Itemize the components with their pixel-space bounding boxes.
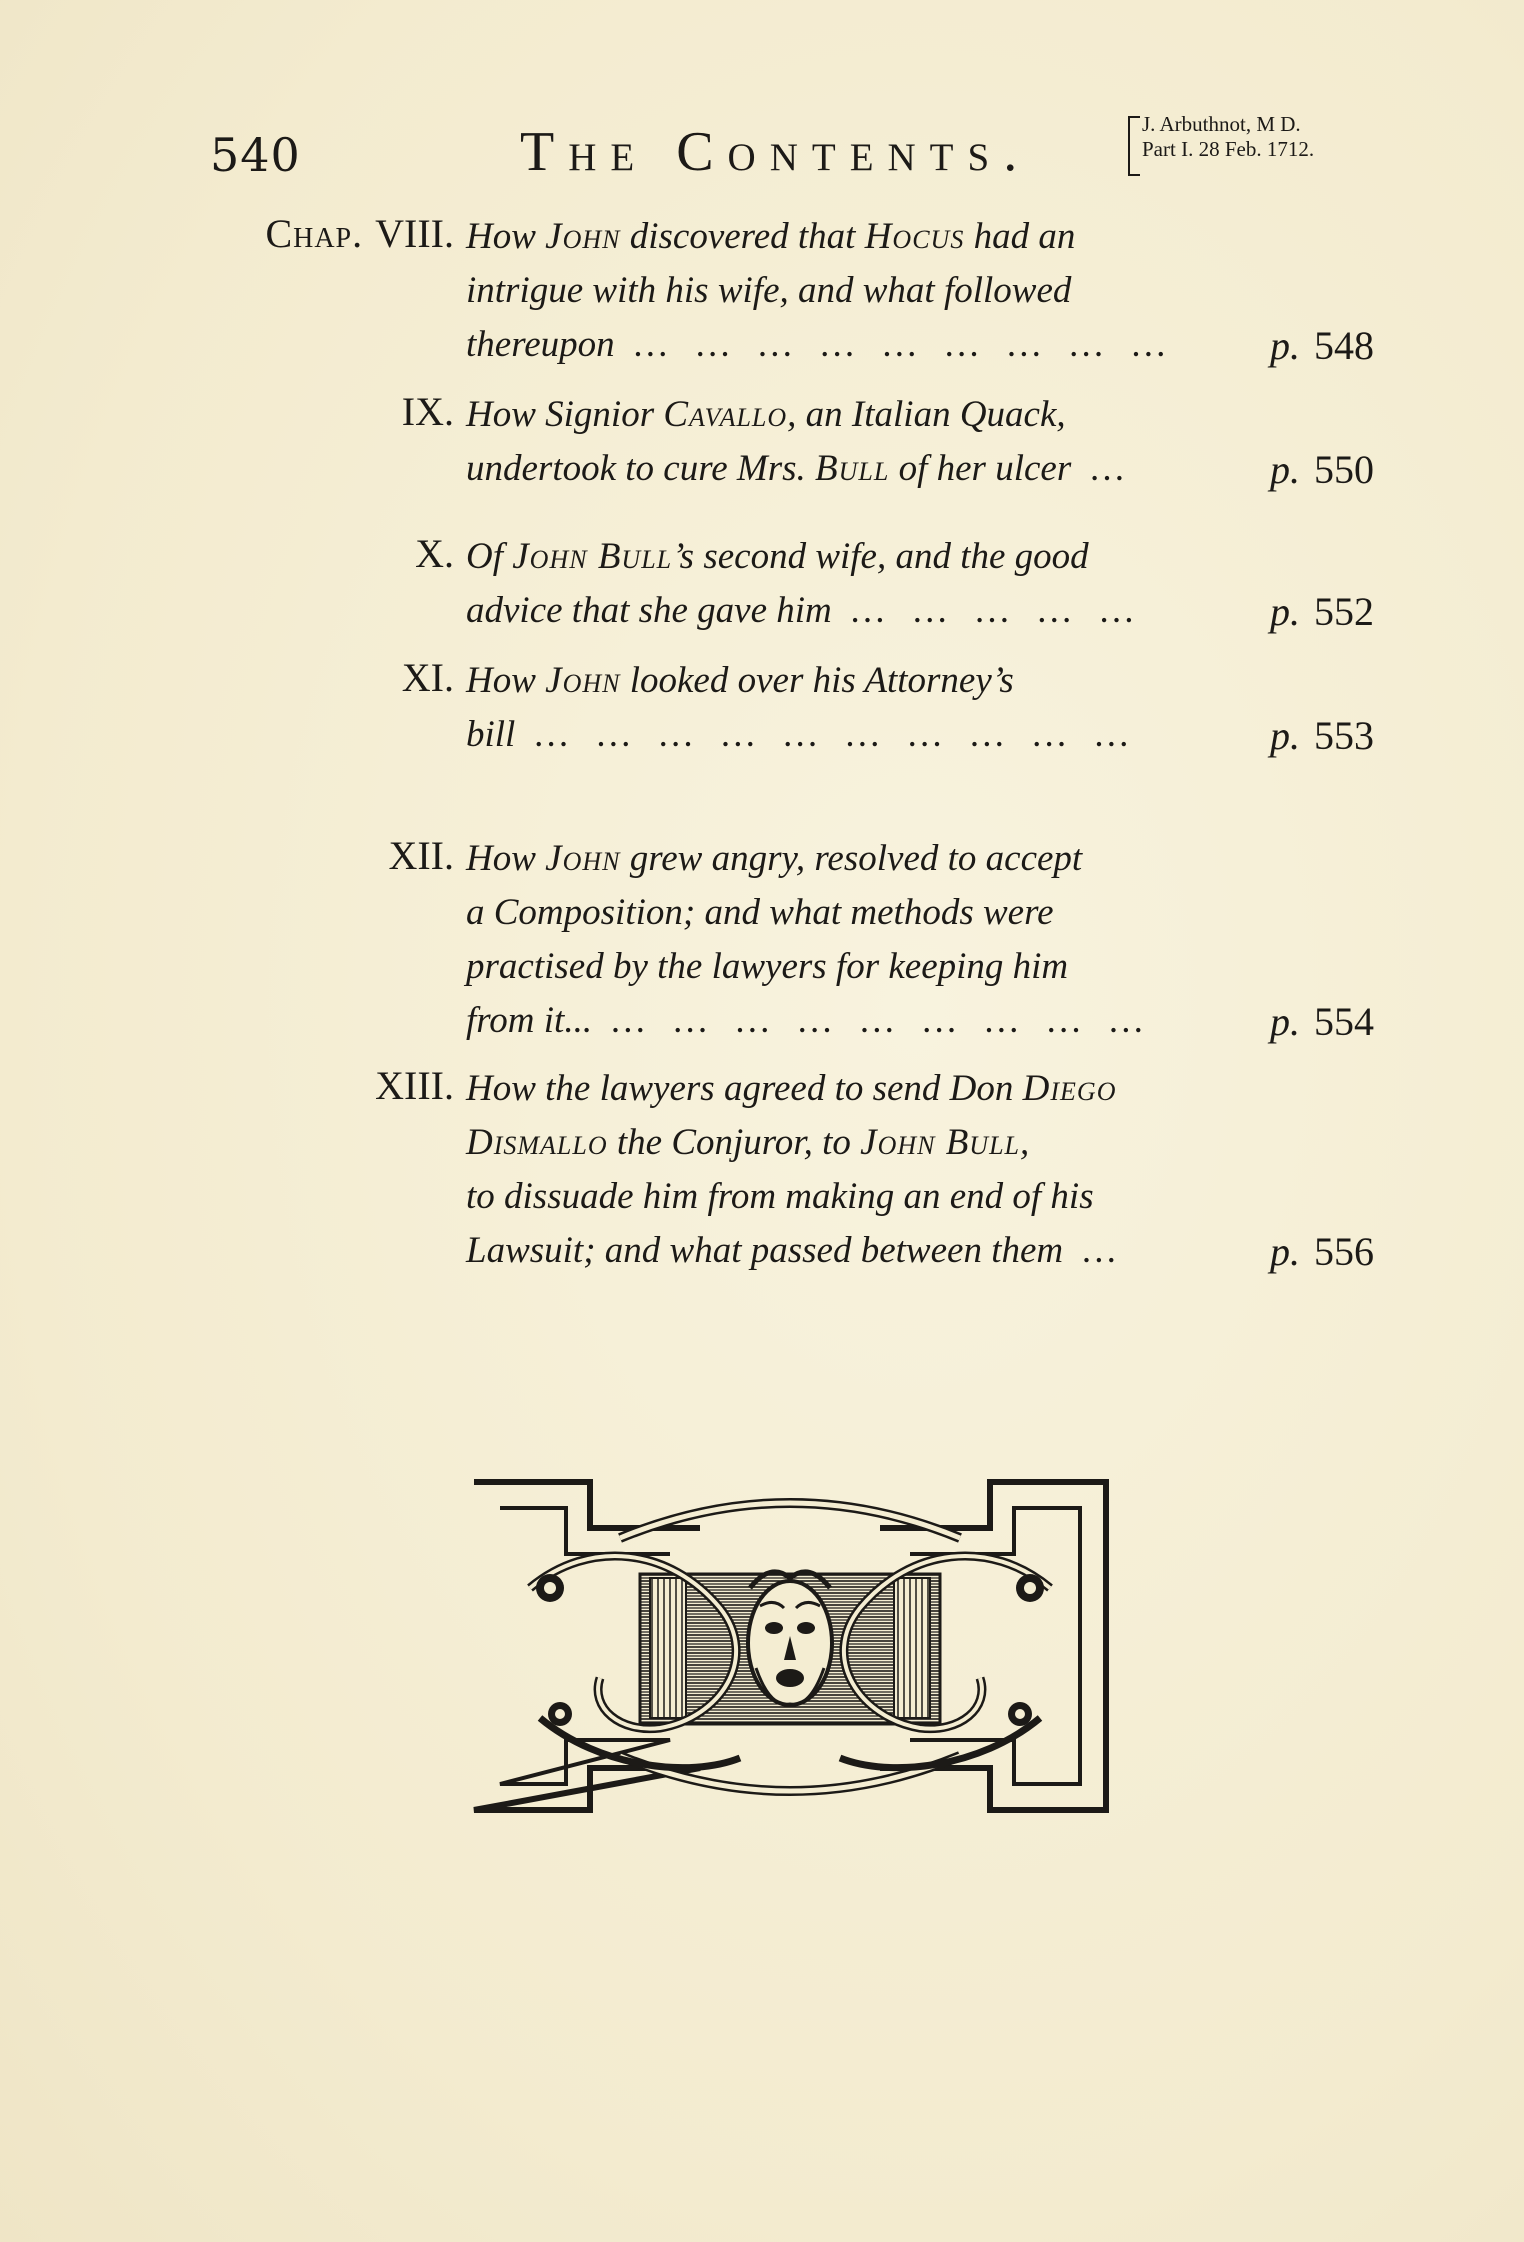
proper-name: John [545, 660, 621, 701]
title-text: , [1020, 1122, 1030, 1163]
dot-leader: … … … … … [831, 590, 1144, 631]
proper-name: John Bull [860, 1122, 1021, 1163]
title-text: thereupon [466, 324, 615, 365]
title-text: of her ulcer [889, 448, 1072, 489]
page-number-ref: 554 [1314, 999, 1374, 1044]
page-number-ref: 556 [1314, 1229, 1374, 1274]
chapter-title [466, 530, 1256, 638]
chapter-numeral: XI. [401, 655, 454, 700]
page-prefix: p. [1270, 1229, 1300, 1274]
title-text: , an Italian Quack, [787, 394, 1066, 435]
title-text: practised by the lawyers for keeping him [466, 946, 1069, 987]
page-prefix: p. [1270, 323, 1300, 368]
proper-name: John [545, 838, 621, 879]
page-prefix: p. [1270, 713, 1300, 758]
chapter-word: Chap. [265, 211, 364, 256]
title-text: Of [466, 536, 513, 577]
proper-name: Dismallo [466, 1122, 608, 1163]
chapter-numeral: IX. [401, 389, 454, 434]
title-text: discovered that [620, 216, 865, 257]
title-text: looked over his Attorney’s [620, 660, 1014, 701]
title-text: bill [466, 714, 516, 755]
chapter-number [265, 210, 454, 257]
title-text: How [466, 216, 546, 257]
side-note [1122, 112, 1422, 174]
title-text: ’s second wife, and the good [672, 536, 1089, 577]
page-reference [1270, 322, 1374, 369]
page-reference [1270, 1228, 1374, 1275]
title-text: from it... [466, 1000, 593, 1041]
title-text: intrigue with his wife, and what followed [466, 270, 1072, 311]
page-reference [1270, 446, 1374, 493]
side-note-author: J. Arbuthnot, M D. [1142, 112, 1301, 136]
title-text: a Composition; and what methods were [466, 892, 1054, 933]
page-prefix: p. [1270, 589, 1300, 634]
proper-name: Diego [1022, 1068, 1117, 1109]
page-number-ref: 550 [1314, 447, 1374, 492]
chapter-title [466, 388, 1256, 496]
title-text: the Conjuror, to [607, 1122, 861, 1163]
title-text: Lawsuit; and what passed between them [466, 1230, 1064, 1271]
dot-leader: … … … … … … … … … … [515, 714, 1138, 755]
chapter-number [388, 832, 454, 879]
title-text: undertook to cure Mrs. [466, 448, 816, 489]
woodcut-ornament [470, 1478, 1110, 1814]
chapter-title [466, 210, 1256, 372]
page-prefix: p. [1270, 447, 1300, 492]
chapter-numeral: VIII. [375, 211, 454, 256]
title-text: How Signior [466, 394, 664, 435]
page-number: 540 [210, 128, 301, 182]
bracket-mark [1128, 116, 1140, 176]
dot-leader: … [1071, 448, 1134, 489]
proper-name: Bull [815, 448, 890, 489]
chapter-numeral: X. [415, 531, 454, 576]
page-number-ref: 553 [1314, 713, 1374, 758]
title-text: grew angry, resolved to accept [620, 838, 1083, 879]
chapter-title [466, 832, 1256, 1048]
title-text: How [466, 838, 546, 879]
chapter-number [402, 388, 454, 435]
proper-name: Hocus [864, 216, 965, 257]
chapter-title [466, 654, 1256, 762]
dot-leader: … … … … … … … … … [614, 324, 1175, 365]
page-reference [1270, 588, 1374, 635]
page-number-ref: 552 [1314, 589, 1374, 634]
proper-name: Cavallo [663, 394, 788, 435]
page-reference [1270, 712, 1374, 759]
chapter-numeral: XIII. [375, 1063, 454, 1108]
running-title: The Contents. [520, 121, 1032, 183]
proper-name: John Bull [512, 536, 673, 577]
chapter-numeral: XII. [388, 833, 454, 878]
dot-leader: … [1063, 1230, 1126, 1271]
title-text: advice that she gave him [466, 590, 832, 631]
page-reference [1270, 998, 1374, 1045]
chapter-title [466, 1062, 1256, 1278]
title-text: to dissuade him from making an end of his [466, 1176, 1094, 1217]
side-note-date: Part I. 28 Feb. 1712. [1142, 137, 1315, 161]
proper-name: John [545, 216, 621, 257]
chapter-number [402, 654, 454, 701]
title-text: had an [964, 216, 1076, 257]
running-header [0, 112, 1524, 192]
title-text: How [466, 660, 546, 701]
title-text: How the lawyers agreed to send Don [466, 1068, 1023, 1109]
chapter-number [375, 1062, 454, 1109]
chapter-number [415, 530, 454, 577]
page-prefix: p. [1270, 999, 1300, 1044]
page-number-ref: 548 [1314, 323, 1374, 368]
dot-leader: … … … … … … … … … [592, 1000, 1153, 1041]
